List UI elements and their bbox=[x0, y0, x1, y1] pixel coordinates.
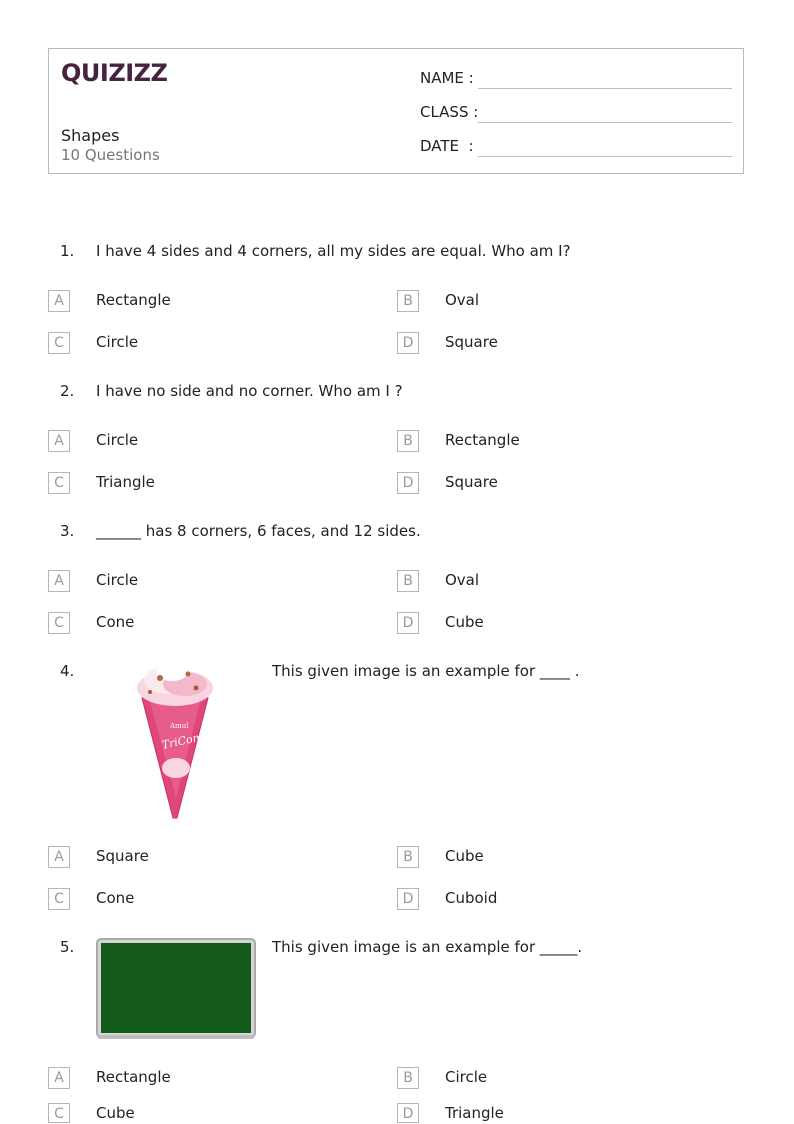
option-letter: C bbox=[48, 1103, 70, 1123]
option-text: Oval bbox=[445, 571, 480, 589]
chalkboard-image bbox=[96, 938, 256, 1040]
option-text: Square bbox=[445, 473, 498, 491]
date-label: DATE : bbox=[420, 137, 474, 155]
option-letter: A bbox=[48, 846, 70, 868]
question-number: 4. bbox=[60, 662, 75, 680]
worksheet-header bbox=[48, 48, 744, 174]
option-letter: D bbox=[397, 472, 419, 494]
option-letter: D bbox=[397, 1103, 419, 1123]
quizizz-logo: QUIZIZZ bbox=[61, 59, 168, 87]
option-letter: C bbox=[48, 332, 70, 354]
question-text: This given image is an example for ____ . bbox=[272, 662, 580, 680]
option-text: Cube bbox=[445, 613, 484, 631]
option-letter: A bbox=[48, 1067, 70, 1089]
name-label: NAME : bbox=[420, 69, 474, 87]
question-number: 3. bbox=[60, 522, 75, 540]
class-label: CLASS : bbox=[420, 103, 479, 121]
option-text: Rectangle bbox=[96, 291, 171, 309]
option-text: Circle bbox=[96, 333, 139, 351]
option-letter: A bbox=[48, 290, 70, 312]
option-text: Square bbox=[445, 333, 498, 351]
option-text: Cuboid bbox=[445, 889, 498, 907]
option-text: Square bbox=[96, 847, 149, 865]
date-line bbox=[478, 156, 732, 157]
ice-cream-cone-image bbox=[130, 658, 220, 822]
date-field bbox=[420, 137, 474, 155]
option-text: Cone bbox=[96, 889, 135, 907]
question-text: ______ has 8 corners, 6 faces, and 12 sides. bbox=[96, 522, 421, 540]
class-line bbox=[478, 122, 732, 123]
question-text: This given image is an example for _____. bbox=[272, 938, 583, 956]
option-text: Cube bbox=[445, 847, 484, 865]
option-letter: D bbox=[397, 612, 419, 634]
option-text: Triangle bbox=[96, 473, 155, 491]
question-number: 5. bbox=[60, 938, 75, 956]
question-text: I have 4 sides and 4 corners, all my sides are equal. Who am I? bbox=[96, 242, 571, 260]
question-number: 2. bbox=[60, 382, 75, 400]
option-text: Oval bbox=[445, 291, 480, 309]
option-letter: C bbox=[48, 472, 70, 494]
option-letter: B bbox=[397, 430, 419, 452]
option-text: Circle bbox=[96, 431, 139, 449]
worksheet-title: Shapes bbox=[61, 126, 120, 145]
name-field bbox=[420, 69, 474, 87]
option-letter: D bbox=[397, 332, 419, 354]
option-text: Rectangle bbox=[445, 431, 520, 449]
option-text: Rectangle bbox=[96, 1068, 171, 1086]
option-letter: A bbox=[48, 570, 70, 592]
option-letter: B bbox=[397, 846, 419, 868]
option-letter: D bbox=[397, 888, 419, 910]
cone-name-text: TriCone bbox=[160, 729, 208, 752]
option-letter: A bbox=[48, 430, 70, 452]
option-letter: C bbox=[48, 612, 70, 634]
cone-brand-text: Amul bbox=[170, 722, 189, 730]
option-text: Circle bbox=[96, 571, 139, 589]
option-text: Cube bbox=[96, 1104, 135, 1122]
option-text: Cone bbox=[96, 613, 135, 631]
option-letter: C bbox=[48, 888, 70, 910]
class-field bbox=[420, 103, 478, 121]
option-letter: B bbox=[397, 1067, 419, 1089]
question-number: 1. bbox=[60, 242, 75, 260]
option-letter: B bbox=[397, 570, 419, 592]
option-text: Circle bbox=[445, 1068, 488, 1086]
name-line bbox=[478, 88, 732, 89]
option-letter: B bbox=[397, 290, 419, 312]
question-count: 10 Questions bbox=[61, 146, 160, 164]
question-text: I have no side and no corner. Who am I ? bbox=[96, 382, 403, 400]
option-text: Triangle bbox=[445, 1104, 504, 1122]
